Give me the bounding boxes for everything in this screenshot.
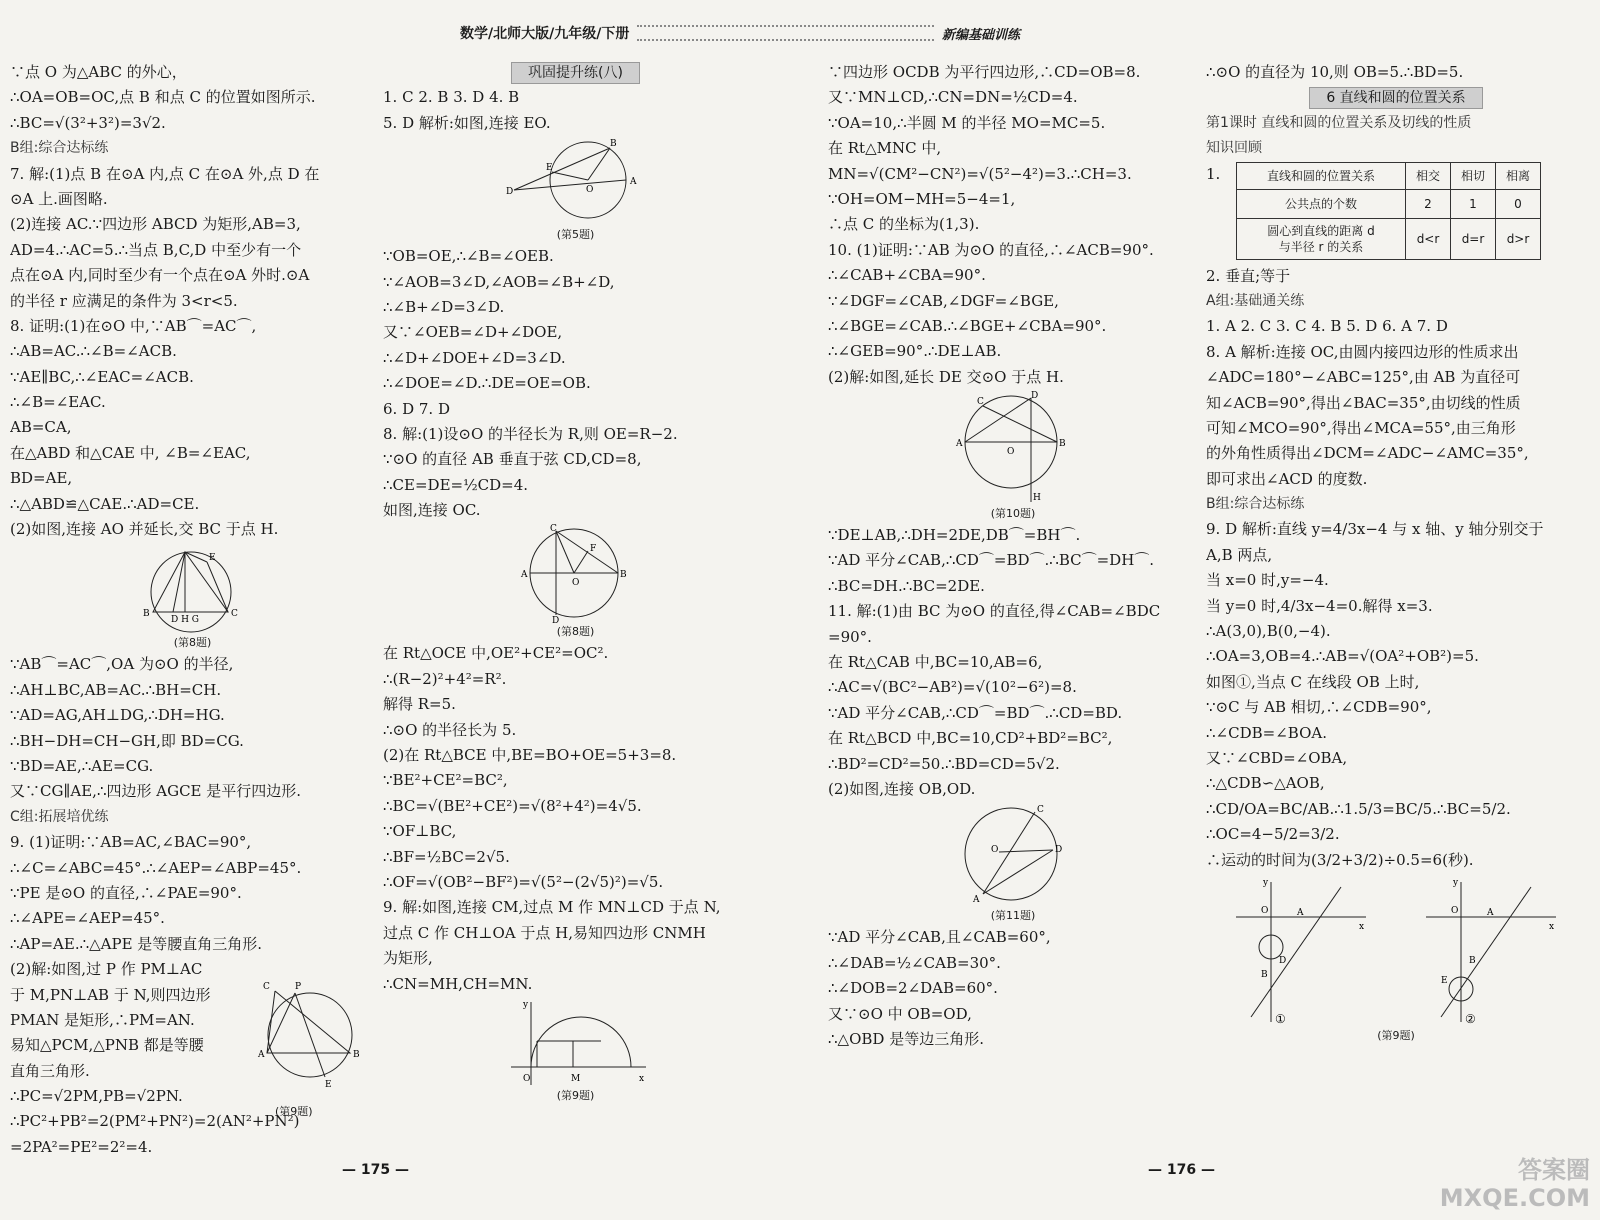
col1-line: AB=CA, xyxy=(10,418,72,437)
col1-line: ∴∠B=∠EAC. xyxy=(10,393,106,412)
caption-8a: (第8题) xyxy=(173,636,212,650)
col1b-line: 直角三角形. xyxy=(10,1061,90,1080)
col2b-line: ∴∠D+∠DOE+∠D=3∠D. xyxy=(383,348,566,367)
svg-text:A: A xyxy=(629,177,636,188)
col1b-line: ∵AD=AG,AH⊥DG,∴DH=HG. xyxy=(10,706,225,725)
col4b-line: 2. 垂直;等于 xyxy=(1206,266,1291,285)
figure-9b xyxy=(383,997,768,1087)
col1-line: ∴AB=AC.∴∠B=∠ACB. xyxy=(10,342,177,361)
col1b-line: 9. (1)证明:∵AB=AC,∠BAC=90°, xyxy=(10,833,252,852)
col2b-line: ∴CE=DE=½CD=4. xyxy=(383,475,529,494)
figure-10-diagram xyxy=(953,390,1073,505)
caption-11: (第11题) xyxy=(990,909,1036,923)
svg-text:F: F xyxy=(589,544,596,555)
page-number-right: — 176 — xyxy=(1148,1162,1215,1178)
col2b-line: 8. 解:(1)设⊙O 的半径长为 R,则 OE=R−2. xyxy=(383,424,678,443)
svg-text:B: B xyxy=(619,570,627,581)
col4-lines-b xyxy=(1206,264,1586,873)
col1b-line: ∵PE 是⊙O 的直径,∴∠PAE=90°. xyxy=(10,883,242,902)
caption-10: (第10题) xyxy=(990,507,1036,521)
col2-lines-b xyxy=(383,244,768,523)
svg-text:E: E xyxy=(208,553,216,564)
figure-9c-2-diagram xyxy=(1421,877,1561,1027)
col1b-line: ∵BD=AE,∴AE=CG. xyxy=(10,756,154,775)
position-relation-table xyxy=(1236,162,1541,260)
table-head-cell: 相交 xyxy=(1406,162,1451,189)
col1b-line: ∴AP=AE.∴△APE 是等腰直角三角形. xyxy=(10,934,263,953)
col1-line: (2)连接 AC.∵四边形 ABCD 为矩形,AB=3, xyxy=(10,215,301,234)
col3-line: ∴∠CAB+∠CBA=90°. xyxy=(828,266,986,285)
knowledge-review-label: 知识回顾 xyxy=(1206,140,1262,157)
col1b-line: 易知△PCM,△PNB 都是等腰 xyxy=(10,1036,204,1055)
col2c-line: 过点 C 作 CH⊥OA 于点 H,易知四边形 CNMH xyxy=(383,923,706,942)
col1-line: AD=4.∴AC=5.∴当点 B,C,D 中至少有一个 xyxy=(10,240,302,259)
col1-line: ∴BC=√(3²+3²)=3√2. xyxy=(10,113,166,132)
col2-line: 5. D 解析:如图,连接 EO. xyxy=(383,113,551,132)
col4b-line: ∵⊙C 与 AB 相切,∴∠CDB=90°, xyxy=(1206,698,1432,717)
figure-8b-diagram xyxy=(516,523,636,623)
col1b-line: ∴PC²+PB²=2(PM²+PN²)=2(AN²+PN²) xyxy=(10,1112,300,1131)
figure-9a-diagram xyxy=(255,975,365,1105)
svg-text:A: A xyxy=(1487,907,1494,918)
svg-text:A: A xyxy=(956,439,963,450)
fig2-label: ② xyxy=(1465,1011,1476,1026)
table-cell: 0 xyxy=(1496,189,1541,218)
column-4: ∴⊙O 的直径为 10,则 OB=5.∴BD=5. 6 直线和圆的位置关系 第1课时 直线和圆的位置关系及切线的性质 知识回顾 1. 直线和圆的位置关系 相交 相切 相离 公共点的个数 2 1 0 圆心到直线的距离 d 与半径 r 的关系 d<r d=r d>r 2. 垂直;等于 A组:基础通关练 1. A 2. C 3. C 4. B 5. D 6. A 7. D 8. A 解析:连接 OC,由圆内接四边形的性质求出 ∠ADC=180°−∠ABC=125°,由 AB 为直径可 知∠ACB=90°,得出∠BAC=35°,由切线的性质 可知∠MCO=90°,得出∠MCA=55°,由三角形 的外角性质得出∠DCM=∠ADC−∠AMC=35°, 即可求出∠ACD 的度数. B组:综合达标练 9. D 解析:直线 y=4/3x−4 与 x 轴、y 轴分别交于 A,B 两点, 当 x=0 时,y=−4. 当 y=0 时,4/3x−4=0.解得 x=3. ∴A(3,0),B(0,−4). ∴OA=3,OB=4.∴AB=√(OA²+OB²)=5. 如图①,当点 C 在线段 OB 上时, ∵⊙C 与 AB 相切,∴∠CDB=90°, ∴∠CDB=∠BOA. 又∵∠CBD=∠OBA, ∴△CDB∽△AOB, ∴CD/OA=BC/AB.∴1.5/3=BC/5.∴BC=5/2. ∴OC=4−5/2=3/2. ∴运动的时间为(3/2+3/2)÷0.5=6(秒). O x y A D B ① O x y A B E ② (第9题) xyxy=(1206,60,1586,1045)
col3b-line: 11. 解:(1)由 BC 为⊙O 的直径,得∠CAB=∠BDC xyxy=(828,602,1161,621)
col1-line: ∵点 O 为△ABC 的外心， xyxy=(10,63,187,81)
col2b-line: 又∵∠OEB=∠D+∠DOE, xyxy=(383,323,563,342)
col3-line: 10. (1)证明:∵AB 为⊙O 的直径,∴∠ACB=90°. xyxy=(828,240,1154,259)
figure-9b-diagram xyxy=(501,997,651,1087)
header-brand: 新编基础训练 xyxy=(941,27,1020,43)
svg-text:E: E xyxy=(1441,975,1448,986)
svg-text:D: D xyxy=(505,187,513,198)
col3b-line: ∴BC=DH.∴BC=2DE. xyxy=(828,576,985,595)
col1b-line: ∴BH−DH=CH−GH,即 BD=CG. xyxy=(10,731,244,750)
svg-text:B: B xyxy=(609,139,617,150)
col1-line: ⊙A 上.画图略. xyxy=(10,189,108,208)
table-cell: 公共点的个数 xyxy=(1237,189,1406,218)
col1-line: (2)如图,连接 AO 并延长,交 BC 于点 H. xyxy=(10,520,279,539)
col3b-line: ∴AC=√(BC²−AB²)=√(10²−6²)=8. xyxy=(828,678,1077,697)
svg-text:O: O xyxy=(522,1073,530,1084)
watermark-line2: MXQE.COM xyxy=(1439,1184,1590,1212)
figure-8a-diagram xyxy=(133,542,253,634)
svg-text:O: O xyxy=(1451,905,1459,916)
svg-text:C: C xyxy=(230,609,238,620)
col4b-line: 又∵∠CBD=∠OBA, xyxy=(1206,748,1348,767)
col3b-line: =90°. xyxy=(828,627,872,646)
figure-8a xyxy=(10,542,375,634)
col1b-line: ∴∠C=∠ABC=45°.∴∠AEP=∠ABP=45°. xyxy=(10,858,302,877)
svg-text:O: O xyxy=(585,185,593,196)
page-header xyxy=(460,20,1020,46)
col2-line: 1. C 2. B 3. D 4. B xyxy=(383,88,520,107)
svg-text:P: P xyxy=(295,982,302,992)
svg-text:x: x xyxy=(638,1073,644,1084)
col1b-line: C组:拓展培优练 xyxy=(10,808,109,825)
svg-text:E: E xyxy=(545,163,553,174)
col4b-line: A,B 两点, xyxy=(1206,545,1273,564)
col1b-line: (2)解:如图,过 P 作 PM⊥AC xyxy=(10,960,203,979)
svg-text:A: A xyxy=(1297,907,1304,918)
col2c-line: ∴CN=MH,CH=MN. xyxy=(383,974,533,993)
col1-lines-a xyxy=(10,60,375,542)
col4b-line: 1. A 2. C 3. C 4. B 5. D 6. A 7. D xyxy=(1206,317,1448,336)
col1-line: ∵AE∥BC,∴∠EAC=∠ACB. xyxy=(10,367,194,386)
col4b-line: 当 x=0 时,y=−4. xyxy=(1206,571,1329,590)
column-2 xyxy=(383,60,768,1105)
col2c-line: ∴(R−2)²+4²=R². xyxy=(383,669,507,688)
col4b-line: 当 y=0 时,4/3x−4=0.解得 x=3. xyxy=(1206,596,1433,615)
col1b-line: 又∵CG∥AE,∴四边形 AGCE 是平行四边形. xyxy=(10,782,302,801)
col4b-line: ∴△CDB∽△AOB, xyxy=(1206,774,1325,793)
header-divider xyxy=(637,25,934,41)
col2c-line: 9. 解:如图,连接 CM,过点 M 作 MN⊥CD 于点 N, xyxy=(383,898,721,917)
svg-text:M: M xyxy=(570,1073,580,1084)
col1b-line: 于 M,PN⊥AB 于 N,则四边形 xyxy=(10,985,211,1004)
col4b-line: A组:基础通关练 xyxy=(1206,292,1305,309)
col3b-line: 在 Rt△CAB 中,BC=10,AB=6, xyxy=(828,653,1043,672)
col4b-line: 如图①,当点 C 在线段 OB 上时, xyxy=(1206,672,1420,691)
col2c-line: ∴⊙O 的半径长为 5. xyxy=(383,720,517,739)
col3-lines-a xyxy=(828,60,1198,390)
table-cell: 1 xyxy=(1451,189,1496,218)
col3-line: ∵OA=10,∴半圆 M 的半径 MO=MC=5. xyxy=(828,113,1106,132)
table-cell-text: 与半径 r 的关系 xyxy=(1278,239,1364,254)
svg-text:B: B xyxy=(1059,439,1066,450)
col2c-line: 为矩形, xyxy=(383,949,433,968)
col4b-line: 的外角性质得出∠DCM=∠ADC−∠AMC=35°, xyxy=(1206,444,1529,463)
section-title-line-circle: 6 直线和圆的位置关系 xyxy=(1309,87,1482,109)
svg-text:y: y xyxy=(1263,877,1269,888)
table-cell-text: 圆心到直线的距离 d xyxy=(1267,223,1375,238)
svg-text:y: y xyxy=(1453,877,1459,888)
svg-text:B: B xyxy=(353,1050,360,1060)
col4b-line: ∴OA=3,OB=4.∴AB=√(OA²+OB²)=5. xyxy=(1206,647,1479,666)
col4b-line: ∴CD/OA=BC/AB.∴1.5/3=BC/5.∴BC=5/2. xyxy=(1206,799,1511,818)
col2c-line: ∵OF⊥BC, xyxy=(383,822,457,841)
svg-text:O: O xyxy=(571,578,579,589)
col4b-line: ∠ADC=180°−∠ABC=125°,由 AB 为直径可 xyxy=(1206,368,1521,387)
col2c-line: ∴OF=√(OB²−BF²)=√(5²−(2√5)²)=√5. xyxy=(383,872,664,891)
caption-8b: (第8题) xyxy=(556,625,595,639)
col2b-line: ∵OB=OE,∴∠B=∠OEB. xyxy=(383,247,554,266)
figure-11-diagram xyxy=(953,802,1073,907)
col4b-line: 8. A 解析:连接 OC,由圆内接四边形的性质求出 xyxy=(1206,342,1519,361)
svg-text:D: D xyxy=(1279,955,1287,966)
col2c-line: 在 Rt△OCE 中,OE²+CE²=OC². xyxy=(383,644,609,663)
figure-5-diagram xyxy=(506,136,646,226)
svg-text:O: O xyxy=(991,845,999,856)
svg-text:B: B xyxy=(142,609,150,620)
col2c-line: ∴BF=½BC=2√5. xyxy=(383,847,510,866)
svg-text:H: H xyxy=(1033,493,1041,504)
col3b-line: ∵AD 平分∠CAB,∴CD⌒=BD⌒.∴CD=BD. xyxy=(828,703,1123,722)
lesson-title: 第1课时 直线和圆的位置关系及切线的性质 xyxy=(1206,114,1472,131)
col1b-line: ∴AH⊥BC,AB=AC.∴BH=CH. xyxy=(10,680,222,699)
col2b-line: 如图,连接 OC. xyxy=(383,501,481,520)
col1b-line: ∴∠APE=∠AEP=45°. xyxy=(10,909,165,928)
col4b-line: ∴运动的时间为(3/2+3/2)÷0.5=6(秒). xyxy=(1206,850,1474,869)
col3c-line: ∴∠DOB=2∠DAB=60°. xyxy=(828,979,998,998)
col4b-line: ∴∠CDB=∠BOA. xyxy=(1206,723,1327,742)
table-head-cell: 直线和圆的位置关系 xyxy=(1237,162,1406,189)
col1b-line: ∴PC=√2PM,PB=√2PN. xyxy=(10,1087,183,1106)
svg-text:C: C xyxy=(1037,805,1044,816)
col1-line: BD=AE, xyxy=(10,469,73,488)
col1-line: 7. 解:(1)点 B 在⊙A 内,点 C 在⊙A 外,点 D 在 xyxy=(10,164,320,183)
col1b-line: ∵AB⌒=AC⌒,OA 为⊙O 的半径, xyxy=(10,655,234,674)
svg-text:x: x xyxy=(1359,921,1365,932)
svg-text:B: B xyxy=(1261,969,1268,980)
col3-line: 又∵MN⊥CD,∴CN=DN=½CD=4. xyxy=(828,88,1078,107)
col3-line: MN=√(CM²−CN²)=√(5²−4²)=3.∴CH=3. xyxy=(828,164,1132,183)
table-cell: d>r xyxy=(1496,218,1541,259)
col3-line: ∴点 C 的坐标为(1,3). xyxy=(828,215,980,234)
col3c-line: ∴△OBD 是等边三角形. xyxy=(828,1029,984,1048)
col3-lines-c xyxy=(828,925,1198,1052)
figure-5 xyxy=(383,136,768,226)
svg-text:D H G: D H G xyxy=(170,615,199,626)
watermark xyxy=(1440,1156,1590,1212)
col3-line: ∵OH=OM−MH=5−4=1, xyxy=(828,189,1016,208)
svg-text:y: y xyxy=(522,999,528,1010)
col1-line: ∴OA=OB=OC,点 B 和点 C 的位置如图所示. xyxy=(10,88,316,107)
table-cell: d<r xyxy=(1406,218,1451,259)
col2c-line: (2)在 Rt△BCE 中,BE=BO+OE=5+3=8. xyxy=(383,746,677,765)
col4b-line: 可知∠MCO=90°,得出∠MCA=55°,由三角形 xyxy=(1206,418,1516,437)
svg-text:C: C xyxy=(549,524,557,535)
col4b-line: 即可求出∠ACD 的度数. xyxy=(1206,469,1368,488)
svg-text:C: C xyxy=(977,397,984,408)
col3b-line: (2)如图,连接 OB,OD. xyxy=(828,779,976,798)
col2b-line: 6. D 7. D xyxy=(383,399,450,418)
column-3 xyxy=(828,60,1198,1052)
col1b-line: =2PA²=PE²=2²=4. xyxy=(10,1137,153,1156)
col3-lines-b xyxy=(828,523,1198,802)
svg-text:D: D xyxy=(1055,845,1063,856)
figure-10 xyxy=(828,390,1198,505)
col3c-line: 又∵⊙O 中 OB=OD, xyxy=(828,1004,972,1023)
svg-text:A: A xyxy=(973,895,980,906)
col3b-line: ∵DE⊥AB,∴DH=2DE,DB⌒=BH⌒. xyxy=(828,526,1081,545)
col2c-line: ∴BC=√(BE²+CE²)=√(8²+4²)=4√5. xyxy=(383,796,642,815)
col3b-line: ∵AD 平分∠CAB,∴CD⌒=BD⌒.∴BC⌒=DH⌒. xyxy=(828,551,1155,570)
figure-11 xyxy=(828,802,1198,907)
col3-line: ∵∠DGF=∠CAB,∠DGF=∠BGE, xyxy=(828,291,1059,310)
col2-lines-c xyxy=(383,641,768,996)
table-cell xyxy=(1237,218,1406,259)
column-1 xyxy=(10,60,375,1160)
col4b-line: 9. D 解析:直线 y=4/3x−4 与 x 轴、y 轴分别交于 xyxy=(1206,520,1544,539)
svg-text:O: O xyxy=(1007,447,1015,458)
svg-text:x: x xyxy=(1549,921,1555,932)
col3b-line: 在 Rt△BCD 中,BC=10,CD²+BD²=BC², xyxy=(828,729,1113,748)
caption-9b: (第9题) xyxy=(556,1088,595,1102)
col3-line: ∴∠GEB=90°.∴DE⊥AB. xyxy=(828,342,1002,361)
header-title: 数学/北师大版/九年级/下册 xyxy=(460,26,630,42)
col3-line: ∴∠BGE=∠CAB.∴∠BGE+∠CBA=90°. xyxy=(828,316,1107,335)
col4b-line: B组:综合达标练 xyxy=(1206,496,1305,513)
table-cell: d=r xyxy=(1451,218,1496,259)
col1-line: ∴△ABD≌△CAE.∴AD=CE. xyxy=(10,494,200,513)
svg-text:E: E xyxy=(325,1080,332,1090)
svg-text:D: D xyxy=(1031,391,1039,402)
col2b-line: ∴∠DOE=∠D.∴DE=OE=OB. xyxy=(383,374,591,393)
svg-text:A: A xyxy=(520,570,527,581)
col3c-line: ∵AD 平分∠CAB,且∠CAB=60°, xyxy=(828,928,1051,947)
svg-text:C: C xyxy=(263,982,270,992)
col2b-line: ∴∠B+∠D=3∠D. xyxy=(383,297,505,316)
col3-line: (2)解:如图,延长 DE 交⊙O 于点 H. xyxy=(828,367,1064,386)
col1-line: 的半径 r 应满足的条件为 3<r<5. xyxy=(10,291,238,310)
fig1-label: ① xyxy=(1275,1011,1286,1026)
col2c-line: ∵BE²+CE²=BC², xyxy=(383,771,508,790)
col4b-line: 知∠ACB=90°,得出∠BAC=35°,由切线的性质 xyxy=(1206,393,1521,412)
col3b-line: ∴BD²=CD²=50.∴BD=CD=5√2. xyxy=(828,754,1060,773)
caption-9a: (第9题) xyxy=(275,1105,313,1118)
table-head-cell: 相切 xyxy=(1451,162,1496,189)
figure-9a xyxy=(255,975,365,1118)
col2b-line: ∵⊙O 的直径 AB 垂直于弦 CD,CD=8, xyxy=(383,450,642,469)
svg-text:B: B xyxy=(1469,955,1476,966)
col3-line: ∵四边形 OCDB 为平行四边形,∴CD=OB=8. xyxy=(828,63,1141,81)
col1-line: B组:综合达标练 xyxy=(10,140,109,157)
col3c-line: ∴∠DAB=½∠CAB=30°. xyxy=(828,953,1001,972)
page-number-left: — 175 — xyxy=(342,1162,409,1178)
col1-line: 在△ABD 和△CAE 中, ∠B=∠EAC, xyxy=(10,443,251,462)
svg-text:O: O xyxy=(1261,905,1269,916)
col1-line: 8. 证明:(1)在⊙O 中,∵AB⌒=AC⌒, xyxy=(10,316,257,335)
caption-5: (第5题) xyxy=(556,228,595,242)
svg-text:D: D xyxy=(551,616,559,624)
figure-8b xyxy=(383,523,768,623)
section-title-consolidation: 巩固提升练(八) xyxy=(511,62,640,84)
caption-9c: (第9题) xyxy=(1377,1028,1415,1042)
col3-line: 在 Rt△MNC 中, xyxy=(828,139,942,158)
watermark-line1: 答案圈 xyxy=(1518,1156,1590,1184)
col2b-line: ∵∠AOB=3∠D,∠AOB=∠B+∠D, xyxy=(383,272,615,291)
table-cell: 2 xyxy=(1406,189,1451,218)
col2c-line: 解得 R=5. xyxy=(383,695,456,714)
table-head-cell: 相离 xyxy=(1496,162,1541,189)
svg-text:A: A xyxy=(258,1050,265,1060)
col4-line: ∴⊙O 的直径为 10,则 OB=5.∴BD=5. xyxy=(1206,63,1464,81)
figure-9c-1-diagram xyxy=(1231,877,1371,1027)
col4b-line: ∴OC=4−5/2=3/2. xyxy=(1206,825,1340,844)
col1-line: 点在⊙A 内,同时至少有一个点在⊙A 外时.⊙A xyxy=(10,266,310,285)
col4b-line: ∴A(3,0),B(0,−4). xyxy=(1206,622,1331,641)
col1b-line: PMAN 是矩形,∴PM=AN. xyxy=(10,1010,195,1029)
figure-9c xyxy=(1206,877,1586,1027)
